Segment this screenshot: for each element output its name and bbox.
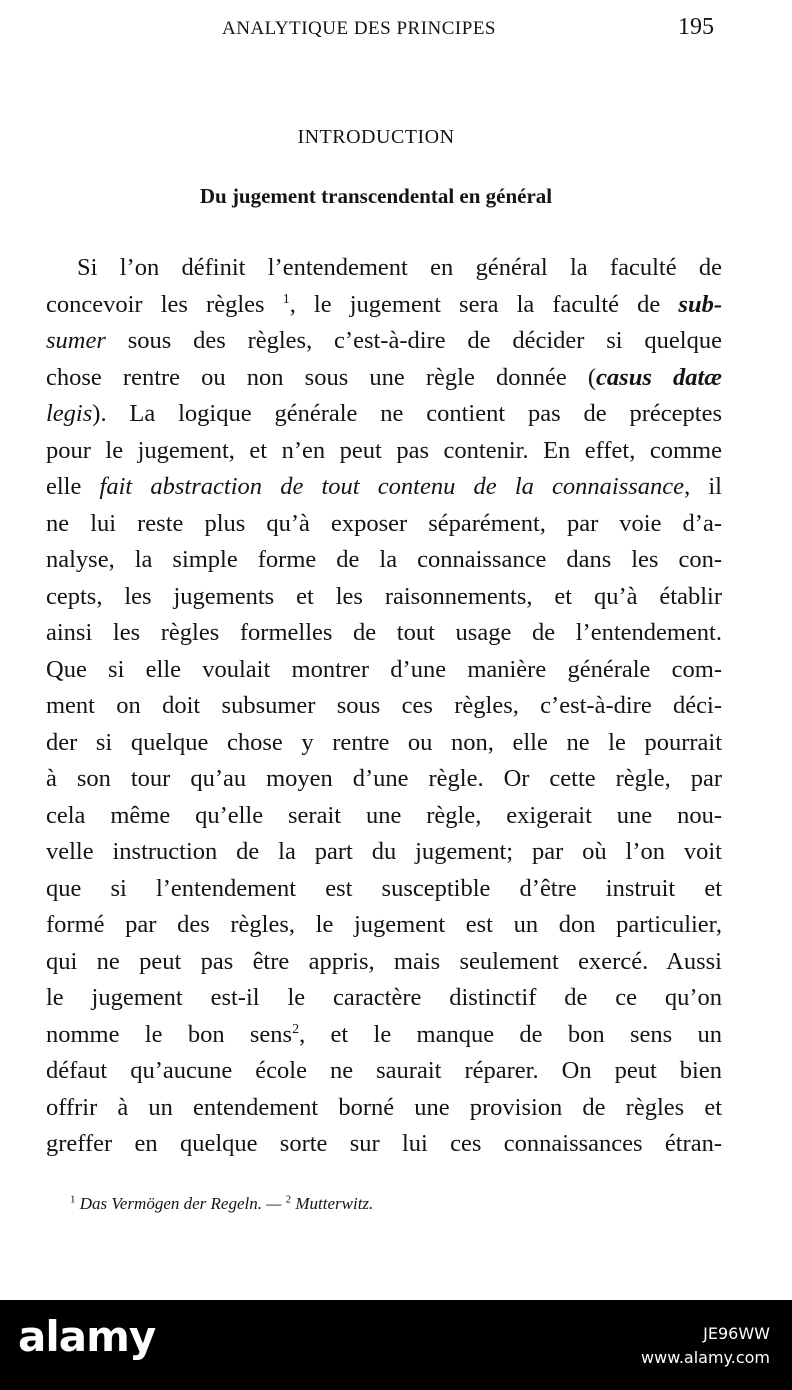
text-segment: ). La logique générale ne contient pas de préceptes (92, 400, 722, 427)
section-title: INTRODUCTION (297, 126, 455, 148)
text-segment: Si l’on définit l’entendement en général la faculté de (77, 254, 722, 281)
text-segment: , il (684, 473, 722, 500)
text-segment: concevoir les règles (46, 290, 283, 318)
text-segment: cepts, les jugements et les raisonnements, et qu’à établir (46, 582, 722, 610)
footnote-ref: 1 (282, 291, 290, 307)
text-line (46, 1053, 722, 1090)
text-segment: der si quelque chose y rentre ou non, elle ne le pourrait (46, 728, 722, 756)
watermark-image-id: JE96WW (703, 1324, 770, 1343)
text-segment: défaut qu’aucune école ne saurait réparer. On peut bien (46, 1057, 722, 1084)
text-line (46, 834, 722, 871)
text-line (46, 944, 722, 981)
text-segment: pour le jugement, et n’en peut pas contenir. En effet, comme (46, 436, 722, 464)
section-subtitle: Du jugement transcendental en général (199, 184, 553, 208)
text-line (46, 506, 722, 543)
footnote-mark-2: 2 (285, 1193, 292, 1206)
text-line (46, 1126, 722, 1163)
text-segment: à son tour qu’au moyen d’une règle. Or cette règle, par (46, 765, 722, 792)
footnote-separator: — (262, 1194, 286, 1213)
text-segment: le jugement est-il le caractère distinctif de ce qu’on (46, 984, 722, 1011)
text-segment: formé par des règles, le jugement est un don particulier, (46, 911, 722, 938)
text-segment: sumer (46, 327, 106, 354)
page-number: 195 (678, 14, 714, 40)
text-line (46, 542, 722, 579)
text-segment: que si l’entendement est susceptible d’être instruit et (46, 874, 722, 902)
body-text (46, 250, 722, 1163)
text-line (46, 287, 722, 324)
text-segment: nomme le bon sens (46, 1020, 293, 1048)
text-segment: greffer en quelque sorte sur lui ces connaissances étran- (46, 1130, 722, 1157)
text-segment: offrir à un entendement borné une provision de règles et (46, 1093, 722, 1121)
text-segment: qui ne peut pas être appris, mais seulement exercé. Aussi (46, 947, 722, 975)
text-segment: sub- (678, 290, 722, 318)
text-line (46, 688, 722, 725)
text-line (46, 798, 722, 835)
text-segment: , et le manque de bon sens un (299, 1020, 722, 1048)
text-segment: sous des règles, c’est-à-dire de décider si quelque (105, 327, 722, 354)
text-line (46, 907, 722, 944)
text-line (46, 761, 722, 798)
text-segment: , le jugement sera la faculté de (289, 290, 679, 318)
text-segment: Que si elle voulait montrer d’une manière générale com- (46, 655, 722, 683)
text-line (46, 980, 722, 1017)
watermark-bar (0, 1300, 792, 1390)
text-segment: elle (46, 473, 100, 500)
footnote-text-1: Das Vermögen der Regeln. (79, 1194, 262, 1213)
footnote-mark-1: 1 (70, 1193, 76, 1206)
text-line (46, 1090, 722, 1127)
footnote-text-2: Mutterwitz. (295, 1194, 374, 1213)
text-line (46, 652, 722, 689)
text-line (46, 579, 722, 616)
watermark-site: www.alamy.com (641, 1348, 770, 1367)
text-line (46, 323, 722, 360)
text-line (46, 250, 722, 287)
text-line (46, 725, 722, 762)
text-line (46, 433, 722, 470)
text-segment: casus datæ (596, 363, 722, 391)
text-line (46, 396, 722, 433)
watermark-meta (641, 1322, 770, 1370)
text-line (46, 871, 722, 908)
text-segment: legis (46, 400, 93, 427)
text-line (46, 615, 722, 652)
text-segment: ainsi les règles formelles de tout usage de l’entendement. (46, 619, 722, 646)
text-segment: ne lui reste plus qu’à exposer séparément, par voie d’a- (46, 509, 722, 537)
text-segment: nalyse, la simple forme de la connaissance dans les con- (46, 546, 722, 573)
watermark-logo: alamy (18, 1312, 156, 1361)
text-line (46, 469, 722, 506)
footnote-ref: 2 (292, 1021, 300, 1037)
text-line (46, 360, 722, 397)
text-segment: cela même qu’elle serait une règle, exigerait une nou- (46, 801, 722, 829)
footnote (70, 1194, 373, 1214)
running-head: ANALYTIQUE DES PRINCIPES (222, 18, 496, 39)
text-segment: chose rentre ou non sous une règle donnée ( (46, 363, 597, 391)
text-segment: fait abstraction de tout contenu de la connaissance (99, 473, 685, 500)
text-segment: velle instruction de la part du jugement; par où l’on voit (46, 838, 722, 865)
text-segment: ment on doit subsumer sous ces règles, c’est-à-dire déci- (46, 692, 722, 719)
text-line (46, 1017, 722, 1054)
